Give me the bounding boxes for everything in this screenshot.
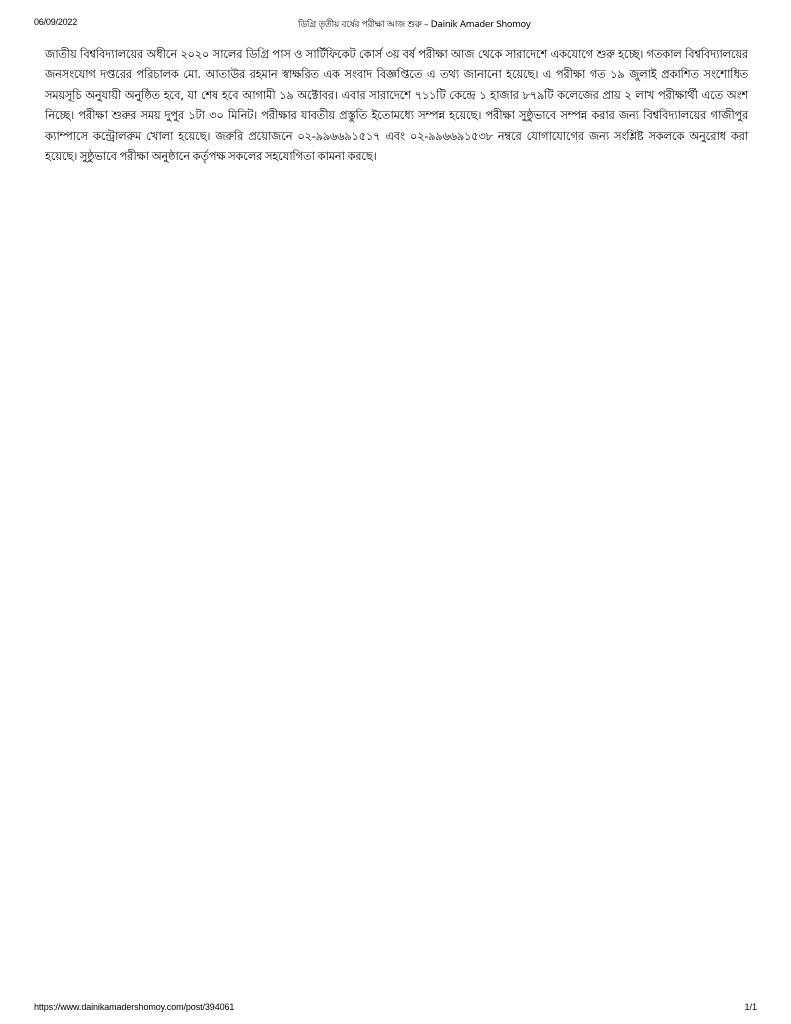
article-body: জাতীয় বিশ্ববিদ্যালয়ের অধীনে ২০২০ সালের ডিগ্রি পাস ও সার্টিফিকেট কোর্স ৩য় বর্ষ পরীক্ষা আজ থেকে সারাদেশে একযোগে শুরু হচ্ছে। গতকাল বিশ্ববিদ্যালয়ের জনসংযোগ দপ্তরের পরিচালক মো. আতাউর রহমান স্বাক্ষরিত এক সংবাদ বিজ্ঞপ্তিতে এ তথ্য জানানো হয়েছে। এ পরীক্ষা গত ১৯ জুলাই প্রকাশিত সংশোধিত সময়সূচি অনুযায়ী অনুষ্ঠিত হবে, যা শেষ হবে আগামী ১৯ অক্টোবর। এবার সারাদেশে ৭১১টি কেন্দ্রে ১ হাজার ৮৭৯টি কলেজের প্রায় ২ লাখ পরীক্ষার্থী এতে অংশ নিচ্ছে। পরীক্ষা শুরুর সময় দুপুর ১টা ৩০ মিনিট। পরীক্ষার যাবতীয় প্রস্তুতি ইতোমধ্যে সম্পন্ন হয়েছে। পরীক্ষা সুষ্ঠুভাবে সম্পন্ন করার জন্য বিশ্ববিদ্যালয়ের গাজীপুর ক্যাম্পাসে কন্ট্রোলরুম খোলা হয়েছে। জরুরি প্রয়োজনে ০২-৯৯৬৬৯১৫১৭ এবং ০২-৯৯৬৬৯১৫৩৮ নম্বরে যোগাযোগের জন্য সংশ্লিষ্ট সকলকে অনুরোধ করা হয়েছে। সুষ্ঠুভাবে পরীক্ষা অনুষ্ঠানে কর্তৃপক্ষ সকলের সহযোগিতা কামনা করছে। <box>45 47 748 164</box>
page-url: https://www.dainikamadershomoy.com/post/394061 <box>34 1002 235 1012</box>
page-number: 1/1 <box>744 1002 757 1012</box>
page-title: ডিগ্রি তৃতীয় বর্ষের পরীক্ষা আজ শুরু – Dainik Amader Shomoy <box>298 20 531 30</box>
print-date: 06/09/2022 <box>34 17 78 27</box>
print-footer <box>34 998 757 1012</box>
print-header <box>34 17 757 33</box>
